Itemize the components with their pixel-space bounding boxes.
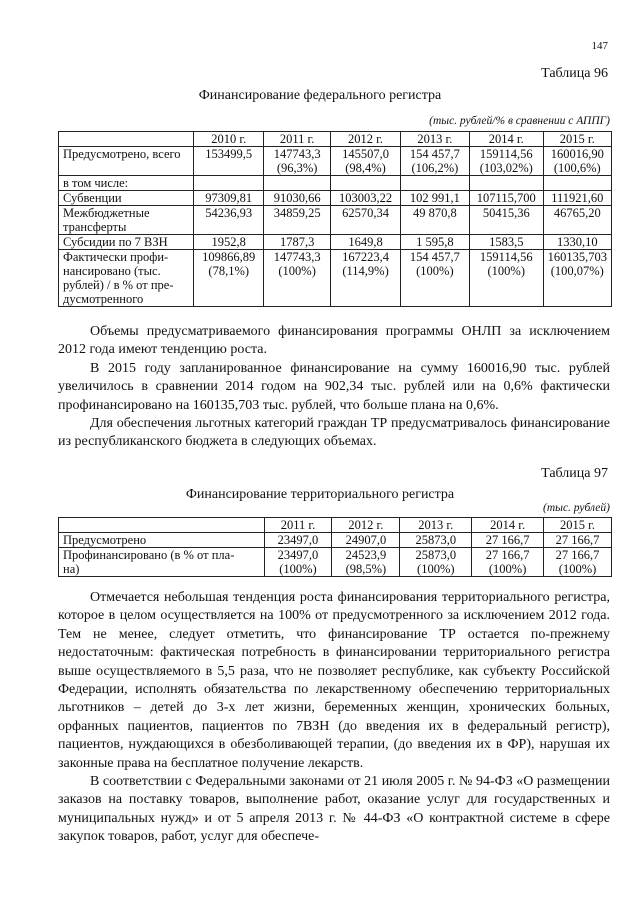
table-header-year: 2012 г. [332, 518, 400, 533]
table-cell: 27 166,7 [472, 533, 544, 548]
table-cell: 159114,56 (103,02%) [469, 147, 543, 176]
table-96-title: Финансирование федерального регистра [198, 88, 442, 103]
table-cell: 147743,3 (96,3%) [264, 147, 331, 176]
table-header-year: 2011 г. [264, 132, 331, 147]
table-row [59, 176, 612, 191]
row-label: Фактически профи- нансировано (тыс. рублей) / в % от пре- дусмотренного [59, 250, 194, 307]
table-cell: 1649,8 [331, 235, 401, 250]
table-cell: 50415,36 [469, 206, 543, 235]
table-cell: 49 870,8 [400, 206, 469, 235]
table-row [59, 250, 612, 307]
table-cell: 154 457,7 (100%) [400, 250, 469, 307]
table-row [59, 548, 612, 577]
table-cell: 27 166,7 [544, 533, 612, 548]
paragraph: В 2015 году запланированное финансирование на сумму 160016,90 тыс. рублей увеличилось в сравнении 2014 годом на 902,34 тыс. рублей или на 0,6% фактически профинансировано на 160135,703 тыс. рублей, что больше плана на 0,6%. [58, 360, 610, 413]
table-cell: 1330,10 [543, 235, 611, 250]
table-97-title: Финансирование территориального регистра [185, 487, 455, 502]
table-cell: 25873,0 [400, 533, 472, 548]
table-96-unit: (тыс. рублей/% в сравнении с АППГ) [429, 115, 610, 127]
table-header-year: 2014 г. [472, 518, 544, 533]
table-header-row [59, 132, 612, 147]
table-cell: 46765,20 [543, 206, 611, 235]
table-row [59, 206, 612, 235]
table-cell [469, 176, 543, 191]
paragraph: В соответствии с Федеральными законами от 21 июля 2005 г. № 94-ФЗ «О размещении заказов на поставку товаров, выполнение работ, оказание услуг для государственных и муниципальных нужд» и от 5 апреля 2013 г. № 44-ФЗ «О контрактной системе в сфере закупок товаров, работ, услуг для обеспече- [58, 774, 610, 845]
table-header-year: 2014 г. [469, 132, 543, 147]
row-label: в том числе: [59, 176, 194, 191]
table-header-year: 2011 г. [264, 518, 332, 533]
table-cell: 1583,5 [469, 235, 543, 250]
table-corner-cell [59, 518, 265, 533]
table-cell: 145507,0 (98,4%) [331, 147, 401, 176]
table-cell: 91030,66 [264, 191, 331, 206]
table-header-year: 2013 г. [400, 132, 469, 147]
table-96-label: Таблица 96 [541, 66, 608, 81]
table-cell: 111921,60 [543, 191, 611, 206]
row-label: Профинансировано (в % от пла- на) [59, 548, 265, 577]
paragraph: Объемы предусматриваемого финансирования программы ОНЛП за исключением 2012 года имеют тенденцию роста. [58, 324, 610, 358]
table-header-year: 2013 г. [400, 518, 472, 533]
table-cell: 27 166,7 (100%) [544, 548, 612, 577]
row-label: Межбюджетные трансферты [59, 206, 194, 235]
table-cell: 23497,0 (100%) [264, 548, 332, 577]
row-label: Субсидии по 7 ВЗН [59, 235, 194, 250]
table-row [59, 191, 612, 206]
row-label: Субвенции [59, 191, 194, 206]
table-cell [264, 176, 331, 191]
paragraph: Отмечается небольшая тенденция роста финансирования территориального регистра, которое в целом осуществляется на 100% от предусмотренного за исключением 2012 года. Тем не менее, следует отметить, что финансирование ТР остается по-прежнему недостаточным: фактическая потребность в финансировании территориального регистра выше осуществляемого в 5,5 раза, что не позволяет республике, как субъекту Российской Федерации, исполнять обязательства по лекарственному обеспечению территориальных льготников – детей до 3-х лет жизни, беременных женщин, хронических больных, орфанных пациентов, пациентов по 7ВЗН (до введения их в федеральный регистр), пациентов, нуждающихся в обезболивающей терапии, (до введения их в ФР), нарушая их законные права на бесплатное получение лекарств. [58, 590, 610, 771]
table-cell: 154 457,7 (106,2%) [400, 147, 469, 176]
table-cell: 160135,703 (100,07%) [543, 250, 611, 307]
table-cell: 153499,5 [194, 147, 264, 176]
table-header-year: 2010 г. [194, 132, 264, 147]
table-cell: 109866,89 (78,1%) [194, 250, 264, 307]
table-cell: 1787,3 [264, 235, 331, 250]
table-cell: 54236,93 [194, 206, 264, 235]
table-cell: 62570,34 [331, 206, 401, 235]
table-cell [543, 176, 611, 191]
table-cell: 1952,8 [194, 235, 264, 250]
table-cell: 25873,0 (100%) [400, 548, 472, 577]
table-cell [400, 176, 469, 191]
table-cell: 102 991,1 [400, 191, 469, 206]
table-cell: 103003,22 [331, 191, 401, 206]
table-cell: 27 166,7 (100%) [472, 548, 544, 577]
table-cell [194, 176, 264, 191]
table-cell: 107115,700 [469, 191, 543, 206]
table-row [59, 147, 612, 176]
table-header-year: 2015 г. [543, 132, 611, 147]
row-label: Предусмотрено, всего [59, 147, 194, 176]
table-cell: 160016,90 (100,6%) [543, 147, 611, 176]
table-row [59, 533, 612, 548]
table-header-row [59, 518, 612, 533]
table-cell: 167223,4 (114,9%) [331, 250, 401, 307]
table-cell: 34859,25 [264, 206, 331, 235]
table-row [59, 235, 612, 250]
table-cell: 147743,3 (100%) [264, 250, 331, 307]
table-96 [58, 131, 612, 307]
row-label: Предусмотрено [59, 533, 265, 548]
page-number: 147 [591, 40, 608, 52]
table-cell: 159114,56 (100%) [469, 250, 543, 307]
paragraph-block-1 [58, 323, 610, 452]
table-97-unit: (тыс. рублей) [543, 502, 610, 514]
table-corner-cell [59, 132, 194, 147]
table-cell: 24907,0 [332, 533, 400, 548]
table-cell: 97309,81 [194, 191, 264, 206]
table-cell: 24523,9 (98,5%) [332, 548, 400, 577]
table-cell: 1 595,8 [400, 235, 469, 250]
table-header-year: 2012 г. [331, 132, 401, 147]
paragraph: Для обеспечения льготных категорий граждан ТР предусматривалось финансирование из республиканского бюджета в следующих объемах. [58, 416, 610, 450]
table-cell [331, 176, 401, 191]
table-cell: 23497,0 [264, 533, 332, 548]
table-97 [58, 517, 612, 577]
table-header-year: 2015 г. [544, 518, 612, 533]
paragraph-block-2 [58, 589, 610, 847]
table-97-label: Таблица 97 [541, 466, 608, 481]
